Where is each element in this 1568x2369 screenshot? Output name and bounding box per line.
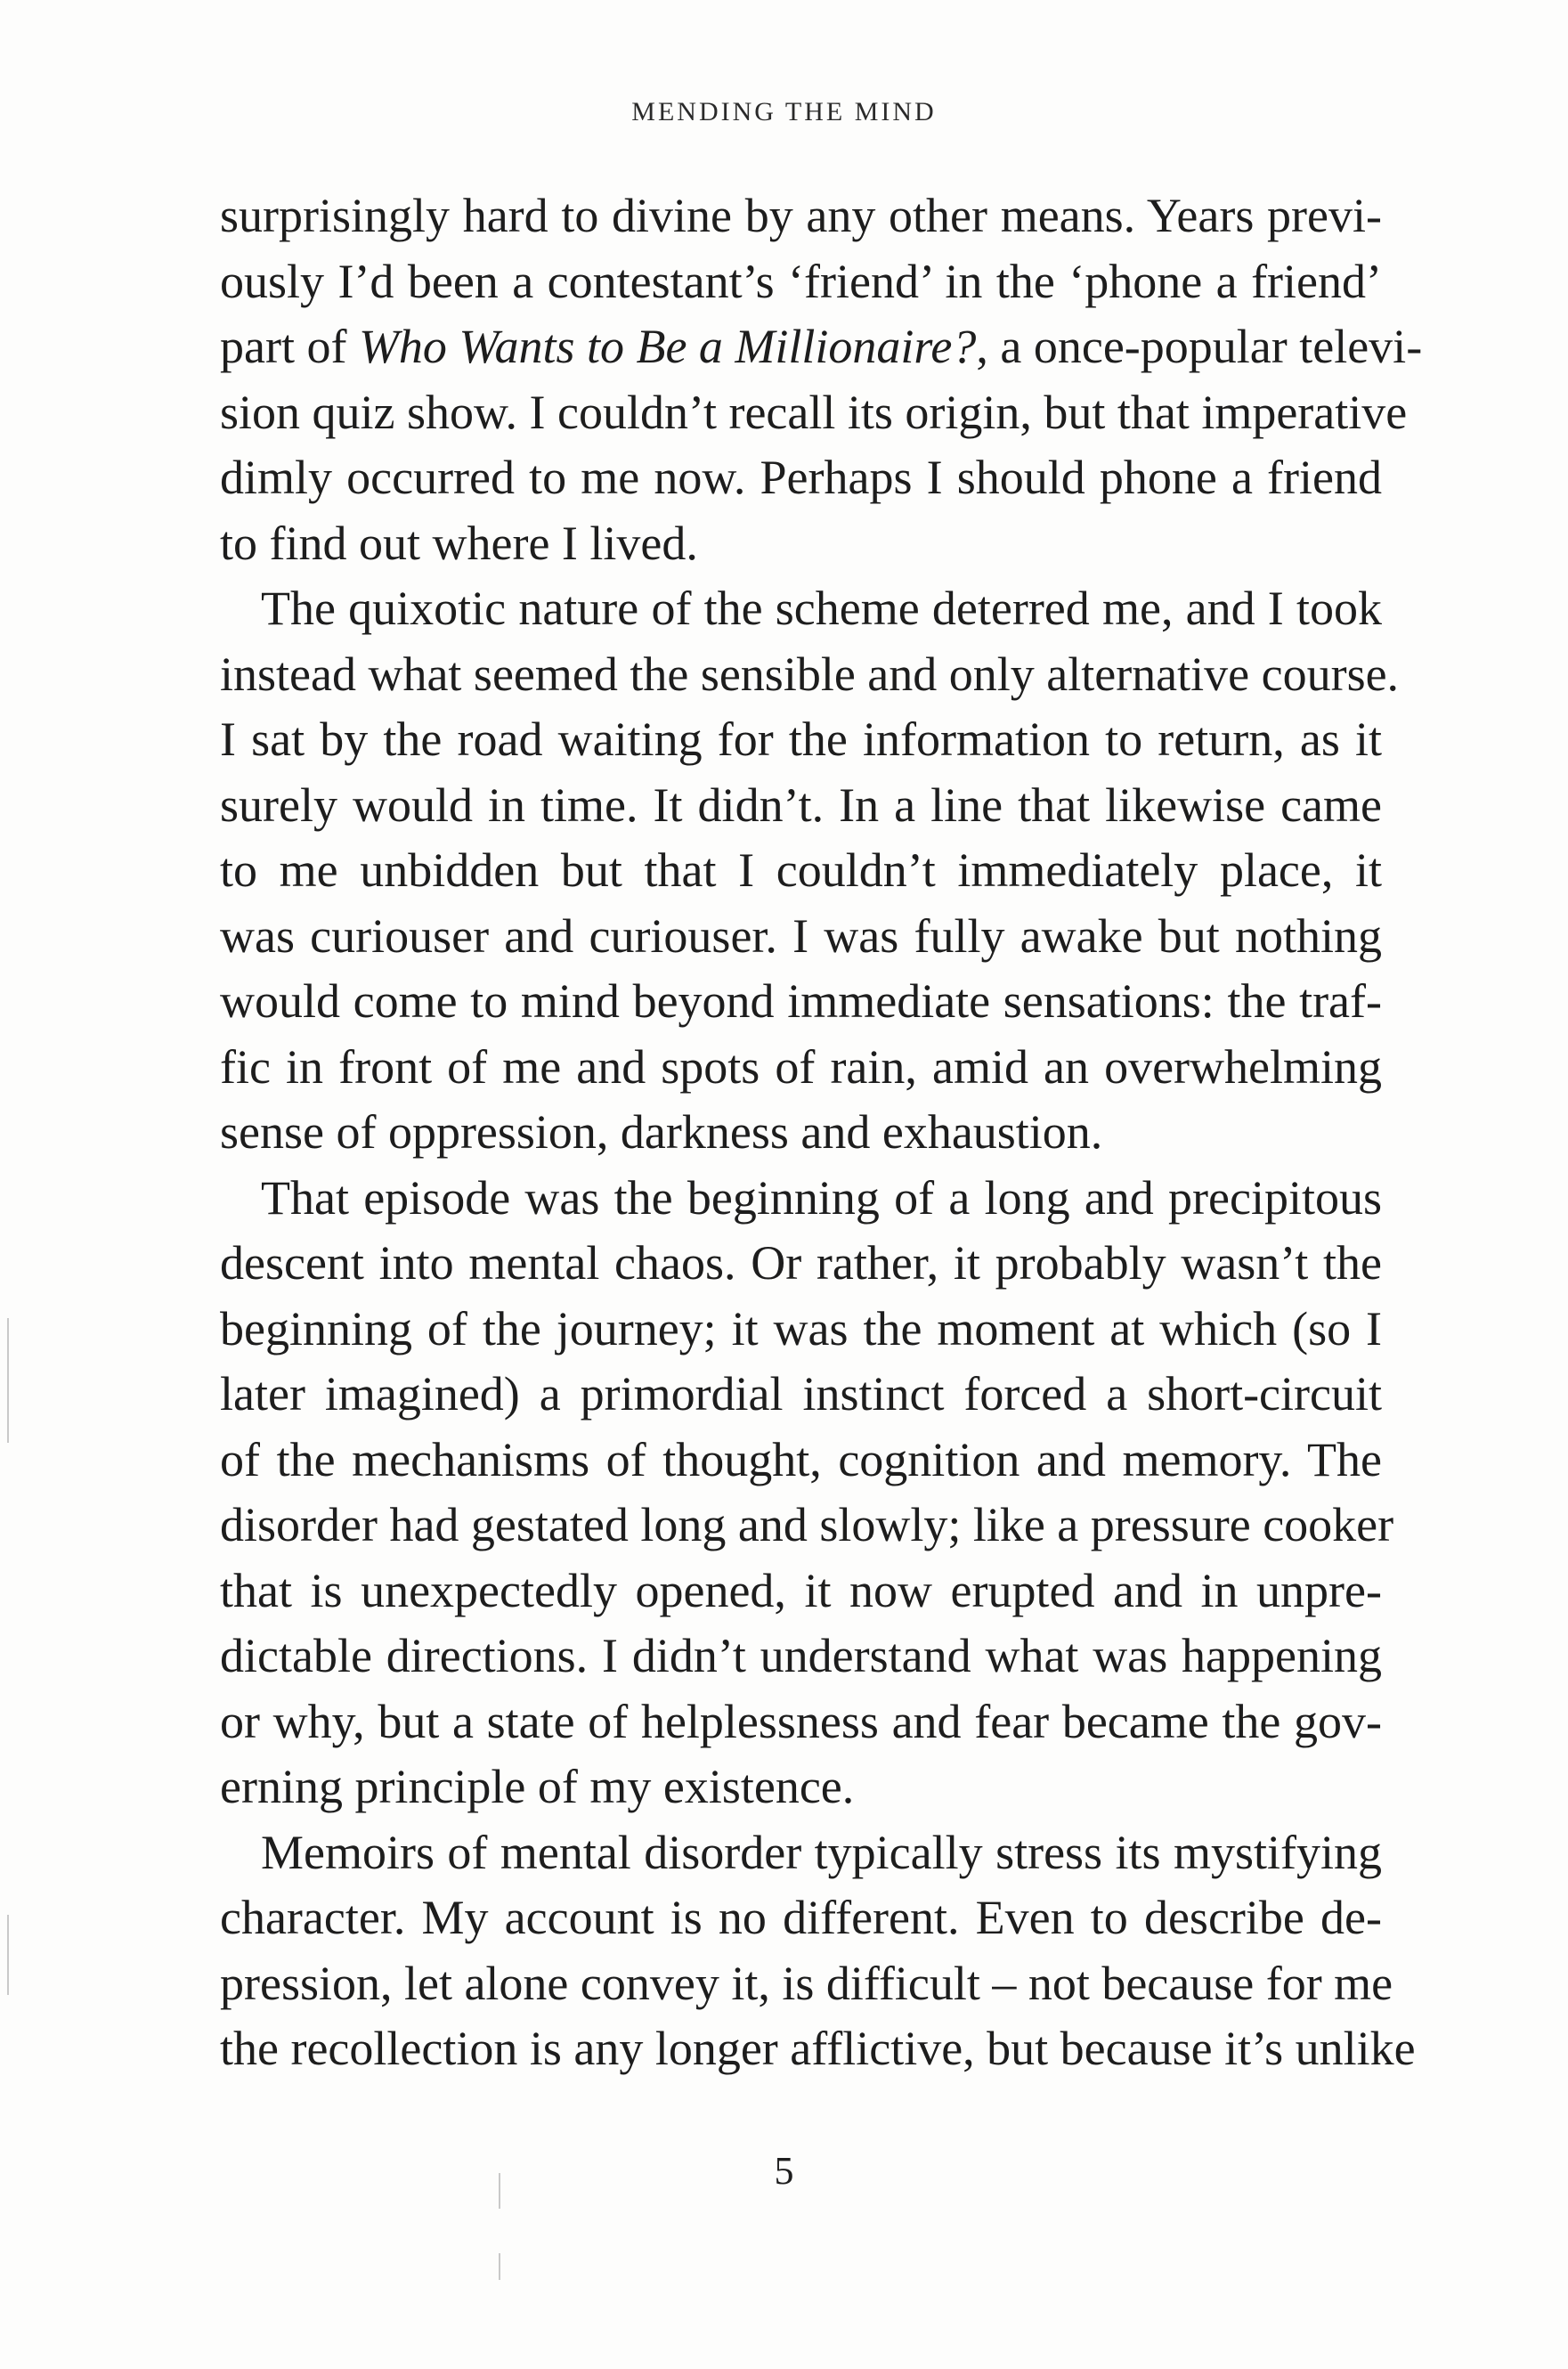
text-line: surprisingly hard to divine by any other means. Years previ-	[220, 189, 1382, 242]
scan-artifact	[7, 1915, 9, 1995]
paragraph	[220, 183, 1423, 576]
scan-artifact	[499, 2253, 500, 2280]
text-line: sion quiz show. I couldn’t recall its origin, but that imperative	[220, 385, 1408, 439]
text-line: pression, let alone convey it, is difficult – not because for me	[220, 1956, 1393, 2010]
text-line: later imagined) a primordial instinct forced a short-circuit	[220, 1367, 1382, 1421]
paragraph	[220, 576, 1400, 1166]
text-line: that is unexpectedly opened, it now erupted and in unpre-	[220, 1563, 1382, 1617]
text-line: The quixotic nature of the scheme deterred me, and I took	[261, 582, 1382, 635]
text-line: sense of oppression, darkness and exhaustion.	[220, 1105, 1103, 1159]
paragraph	[220, 1166, 1394, 1820]
text-line: dictable directions. I didn’t understand what was happening	[220, 1629, 1382, 1682]
text-line: That episode was the beginning of a long and precipitous	[261, 1170, 1382, 1225]
text-line: Memoirs of mental disorder typically stress its mystifying	[261, 1825, 1382, 1879]
text-line: dimly occurred to me now. Perhaps I should phone a friend	[220, 451, 1382, 504]
text-line: disorder had gestated long and slowly; like a pressure cooker	[220, 1498, 1394, 1551]
text-line: ously I’d been a contestant’s ‘friend’ in the ‘phone a friend’	[220, 254, 1382, 308]
text-line: beginning of the journey; it was the moment at which (so I	[220, 1301, 1382, 1355]
text-line: I sat by the road waiting for the information to return, as it	[220, 712, 1382, 766]
text-line: fic in front of me and spots of rain, amid an overwhelming	[220, 1039, 1382, 1094]
text-line: to me unbidden but that I couldn’t immediately place, it	[220, 843, 1382, 897]
text-line: instead what seemed the sensible and only alternative course.	[220, 647, 1400, 701]
text-line: of the mechanisms of thought, cognition and memory. The	[220, 1432, 1382, 1486]
text-line: the recollection is any longer afflictive, but because it’s unlike	[220, 2022, 1416, 2075]
text-line: surely would in time. It didn’t. In a line that likewise came	[220, 777, 1382, 832]
scan-artifact	[499, 2173, 500, 2209]
text-line: descent into mental chaos. Or rather, it probably wasn’t the	[220, 1236, 1382, 1290]
text-line: would come to mind beyond immediate sensations: the traf-	[220, 974, 1382, 1028]
text-line: character. My account is no different. Even to describe de-	[220, 1891, 1382, 1944]
scan-artifact	[7, 1318, 9, 1443]
text-line: to find out where I lived.	[220, 516, 698, 570]
paragraph	[220, 1820, 1416, 2082]
text-line: or why, but a state of helplessness and fear became the gov-	[220, 1694, 1382, 1748]
body-text	[220, 183, 1423, 2082]
text-line: was curiouser and curiouser. I was fully awake but nothing	[220, 908, 1382, 963]
page-number: 5	[774, 2149, 794, 2193]
running-head: MENDING THE MIND	[631, 97, 937, 126]
text-line: part of Who Wants to Be a Millionaire?, a once-popular televi-	[220, 320, 1423, 373]
show-title: Who Wants to Be a Millionaire?	[358, 320, 977, 373]
text-line: erning principle of my existence.	[220, 1760, 855, 1813]
